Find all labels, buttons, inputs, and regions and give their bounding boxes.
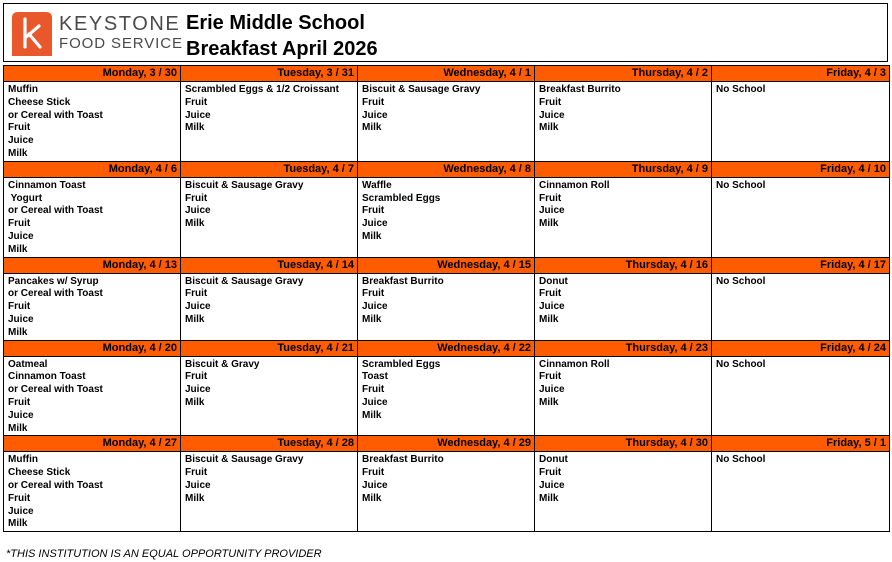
day-menu xyxy=(712,356,890,436)
menu-item: Fruit xyxy=(539,192,562,204)
menu-item: Cinnamon Toast xyxy=(8,179,86,191)
day-heading: Monday, 4 / 13 xyxy=(4,257,181,273)
menu-item: Juice xyxy=(539,205,565,217)
menu-item: or Cereal with Toast xyxy=(8,384,103,396)
day-menu xyxy=(712,273,890,340)
day-menu xyxy=(358,356,535,436)
menu-item: Oatmeal xyxy=(8,358,48,370)
menu-item: Juice xyxy=(539,109,565,121)
menu-item: Biscuit & Sausage Gravy xyxy=(185,275,304,287)
menu-item: Donut xyxy=(539,454,568,466)
week-1-menu-row xyxy=(4,82,890,162)
menu-item: Fruit xyxy=(185,371,208,383)
day-menu xyxy=(181,356,358,436)
menu-item: Cinnamon Toast xyxy=(8,371,86,383)
menu-item: or Cereal with Toast xyxy=(8,479,103,491)
menu-item: Breakfast Burrito xyxy=(362,275,444,287)
menu-item: Milk xyxy=(539,396,559,408)
menu-item: Milk xyxy=(539,122,559,134)
menu-item: Milk xyxy=(362,230,382,242)
week-4-heading-row xyxy=(4,340,890,356)
day-menu xyxy=(181,273,358,340)
day-heading: Thursday, 4 / 2 xyxy=(535,66,712,82)
menu-item: Juice xyxy=(539,479,565,491)
day-heading: Monday, 4 / 6 xyxy=(4,161,181,177)
keystone-logo-icon xyxy=(12,12,52,56)
menu-item: Milk xyxy=(539,218,559,230)
menu-item: Fruit xyxy=(362,205,385,217)
day-heading: Tuesday, 4 / 7 xyxy=(181,161,358,177)
menu-item: Fruit xyxy=(8,492,31,504)
menu-item: Milk xyxy=(362,492,382,504)
menu-item: Milk xyxy=(362,122,382,134)
day-menu xyxy=(712,177,890,257)
menu-item: Fruit xyxy=(539,288,562,300)
menu-item: Juice xyxy=(185,384,211,396)
menu-item: Milk xyxy=(8,243,28,255)
menu-item: Fruit xyxy=(362,288,385,300)
day-menu xyxy=(4,356,181,436)
menu-item: Biscuit & Gravy xyxy=(185,358,260,370)
day-heading: Monday, 4 / 20 xyxy=(4,340,181,356)
menu-item: Breakfast Burrito xyxy=(539,84,621,95)
day-heading: Tuesday, 3 / 31 xyxy=(181,66,358,82)
menu-item: Milk xyxy=(185,492,205,504)
day-menu xyxy=(712,452,890,532)
day-menu xyxy=(358,177,535,257)
day-menu xyxy=(358,452,535,532)
menu-item: Milk xyxy=(8,422,28,434)
menu-item: Cinnamon Roll xyxy=(539,358,610,370)
day-menu xyxy=(535,452,712,532)
logo-wordmark xyxy=(59,13,183,53)
menu-item: Milk xyxy=(8,518,28,530)
week-2-menu-row xyxy=(4,177,890,257)
day-heading: Thursday, 4 / 16 xyxy=(535,257,712,273)
menu-item: Fruit xyxy=(362,384,385,396)
menu-item: Fruit xyxy=(185,96,208,108)
day-heading: Wednesday, 4 / 15 xyxy=(358,257,535,273)
menu-item: Fruit xyxy=(539,467,562,479)
menu-item: Juice xyxy=(362,109,388,121)
menu-item: Milk xyxy=(539,313,559,325)
menu-item: Cheese Stick xyxy=(8,467,71,479)
day-menu xyxy=(535,356,712,436)
day-heading: Friday, 4 / 17 xyxy=(712,257,890,273)
menu-item: Juice xyxy=(8,409,34,421)
menu-item: No School xyxy=(716,358,766,370)
menu-item: No School xyxy=(716,84,766,95)
week-2-heading-row xyxy=(4,161,890,177)
day-menu xyxy=(535,273,712,340)
day-menu xyxy=(181,177,358,257)
title-block xyxy=(186,10,378,62)
menu-item: Waffle xyxy=(362,179,392,191)
menu-header xyxy=(3,3,888,62)
day-menu xyxy=(181,82,358,162)
day-heading: Wednesday, 4 / 29 xyxy=(358,436,535,452)
logo-line-2: FOOD SERVICE xyxy=(59,35,183,52)
menu-item: Cinnamon Roll xyxy=(539,179,610,191)
menu-item: Juice xyxy=(185,301,211,313)
menu-item: Fruit xyxy=(185,192,208,204)
menu-item: Fruit xyxy=(539,96,562,108)
menu-item: Muffin xyxy=(8,84,38,95)
menu-item: Cheese Stick xyxy=(8,96,71,108)
menu-item: Milk xyxy=(539,492,559,504)
menu-item: Fruit xyxy=(362,96,385,108)
menu-item: Milk xyxy=(185,396,205,408)
day-menu xyxy=(4,177,181,257)
day-heading: Tuesday, 4 / 21 xyxy=(181,340,358,356)
day-heading: Friday, 4 / 24 xyxy=(712,340,890,356)
day-heading: Thursday, 4 / 9 xyxy=(535,161,712,177)
week-4-menu-row xyxy=(4,356,890,436)
week-3-heading-row xyxy=(4,257,890,273)
school-name: Erie Middle School xyxy=(186,12,365,34)
day-heading: Tuesday, 4 / 14 xyxy=(181,257,358,273)
menu-item: Juice xyxy=(362,301,388,313)
menu-item: Pancakes w/ Syrup xyxy=(8,275,99,287)
menu-item: Scrambled Eggs & 1/2 Croissant xyxy=(185,84,339,95)
menu-item: Breakfast Burrito xyxy=(362,454,444,466)
menu-item: Milk xyxy=(362,409,382,421)
menu-item: Juice xyxy=(539,301,565,313)
day-heading: Wednesday, 4 / 1 xyxy=(358,66,535,82)
logo-line-1: KEYSTONE xyxy=(59,13,181,35)
menu-item: Scrambled Eggs xyxy=(362,358,441,370)
menu-item: Milk xyxy=(185,218,205,230)
menu-item: Fruit xyxy=(8,396,31,408)
menu-item: Juice xyxy=(8,313,34,325)
menu-item: Fruit xyxy=(539,371,562,383)
day-heading: Friday, 5 / 1 xyxy=(712,436,890,452)
menu-item: Juice xyxy=(362,479,388,491)
day-menu xyxy=(4,82,181,162)
day-menu xyxy=(712,82,890,162)
week-5-menu-row xyxy=(4,452,890,532)
menu-item: Milk xyxy=(8,326,28,338)
menu-title: Breakfast April 2026 xyxy=(186,38,378,60)
menu-item: or Cereal with Toast xyxy=(8,109,103,121)
menu-calendar-grid xyxy=(3,65,890,532)
menu-item: Juice xyxy=(185,205,211,217)
menu-item: No School xyxy=(716,179,766,191)
day-menu xyxy=(4,452,181,532)
menu-item: Toast xyxy=(362,371,388,383)
menu-item: Muffin xyxy=(8,454,38,466)
menu-item: Fruit xyxy=(8,122,31,134)
menu-item: Biscuit & Sausage Gravy xyxy=(185,179,304,191)
week-5-heading-row xyxy=(4,436,890,452)
menu-item: No School xyxy=(716,275,766,287)
day-heading: Wednesday, 4 / 22 xyxy=(358,340,535,356)
menu-item: Scrambled Eggs xyxy=(362,192,441,204)
menu-item: or Cereal with Toast xyxy=(8,288,103,300)
day-menu xyxy=(358,273,535,340)
day-menu xyxy=(535,177,712,257)
menu-item: Milk xyxy=(362,313,382,325)
menu-item: Fruit xyxy=(185,288,208,300)
menu-item: Juice xyxy=(8,230,34,242)
day-menu xyxy=(4,273,181,340)
menu-item: Juice xyxy=(8,135,34,147)
week-3-menu-row xyxy=(4,273,890,340)
equal-opportunity-note: *THIS INSTITUTION IS AN EQUAL OPPORTUNITY PROVIDER xyxy=(6,548,322,560)
menu-item: or Cereal with Toast xyxy=(8,205,103,217)
day-heading: Thursday, 4 / 23 xyxy=(535,340,712,356)
day-menu xyxy=(181,452,358,532)
day-heading: Friday, 4 / 3 xyxy=(712,66,890,82)
week-1-heading-row xyxy=(4,66,890,82)
menu-item: Yogurt xyxy=(8,192,43,204)
day-menu xyxy=(535,82,712,162)
menu-item: Milk xyxy=(185,122,205,134)
day-heading: Thursday, 4 / 30 xyxy=(535,436,712,452)
menu-item: Milk xyxy=(185,313,205,325)
menu-item: No School xyxy=(716,454,766,466)
menu-item: Juice xyxy=(362,218,388,230)
menu-item: Biscuit & Sausage Gravy xyxy=(362,84,481,95)
menu-item: Fruit xyxy=(8,301,31,313)
menu-item: Juice xyxy=(362,396,388,408)
menu-item: Fruit xyxy=(362,467,385,479)
menu-item: Donut xyxy=(539,275,568,287)
day-heading: Monday, 3 / 30 xyxy=(4,66,181,82)
day-heading: Friday, 4 / 10 xyxy=(712,161,890,177)
menu-item: Milk xyxy=(8,147,28,159)
menu-item: Juice xyxy=(539,384,565,396)
day-heading: Tuesday, 4 / 28 xyxy=(181,436,358,452)
day-heading: Wednesday, 4 / 8 xyxy=(358,161,535,177)
menu-item: Biscuit & Sausage Gravy xyxy=(185,454,304,466)
menu-item: Fruit xyxy=(8,218,31,230)
day-heading: Monday, 4 / 27 xyxy=(4,436,181,452)
menu-item: Juice xyxy=(185,109,211,121)
menu-item: Juice xyxy=(185,479,211,491)
menu-item: Fruit xyxy=(185,467,208,479)
day-menu xyxy=(358,82,535,162)
menu-item: Juice xyxy=(8,505,34,517)
